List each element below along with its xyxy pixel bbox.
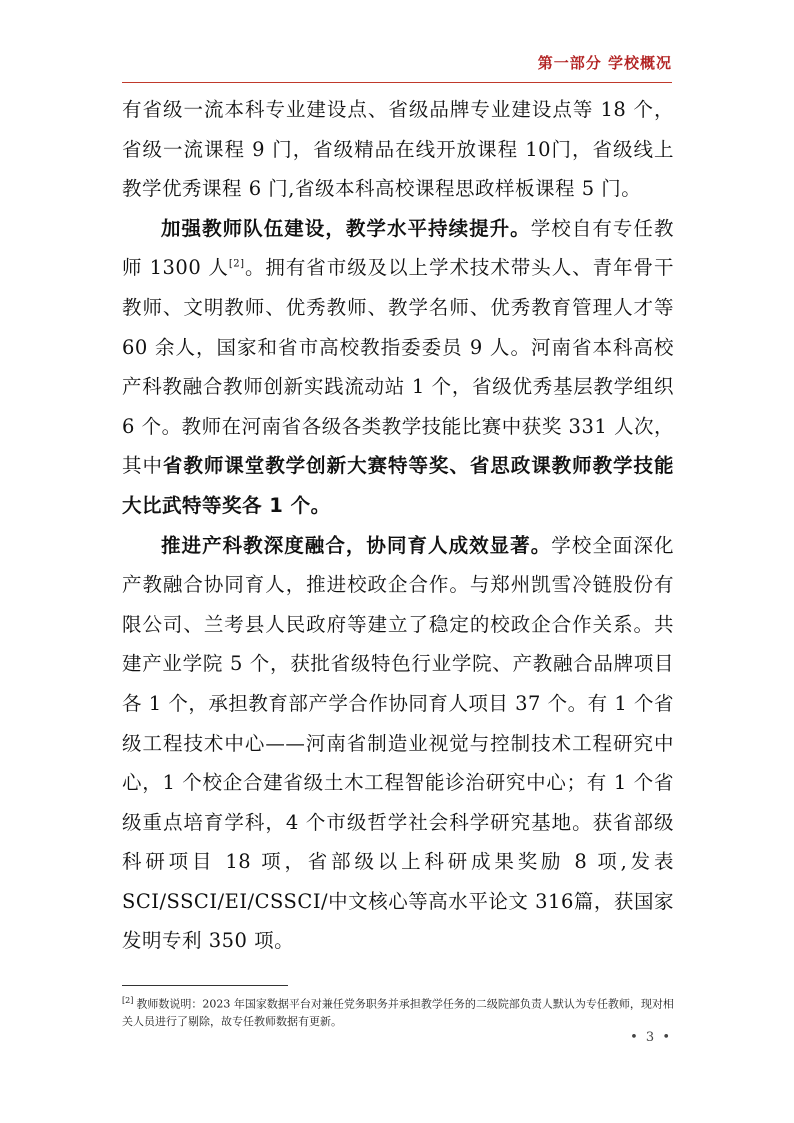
section-header: 第一部分 学校概况 xyxy=(537,54,672,72)
footnote-ref[interactable]: [2] xyxy=(228,258,245,270)
faculty-text-b: 。拥有省市级及以上学术技术带头人、青年骨干教师、文明教师、优秀教师、教学名师、优秀教育管理人才等 60 余人，国家和省市高校教指委委员 9 人。河南省本科高校产科教融合教师创新实践流动站 1 个，省级优秀基层教学组织 6 个。教师在河南省各级各类教学技能比赛中获奖 331 人次，其中 xyxy=(122,256,674,478)
footnote-text: 教师数说明：2023 年国家数据平台对兼任党务职务并承担教学任务的二级院部负责人默认为专任教师，现对相关人员进行了剔除，故专任教师数据有更新。 xyxy=(122,997,674,1028)
paragraph-faculty xyxy=(122,209,674,526)
footnote-rule xyxy=(122,985,288,986)
faculty-text-a: 学校自有专任教师 1300 人 xyxy=(122,216,674,280)
paragraph-courses: 有省级一流本科专业建设点、省级品牌专业建设点等 18 个，省级一流课程 9 门，省级精品在线开放课程 10门，省级线上教学优秀课程 6 门,省级本科高校课程思政样板课程 5 门。 xyxy=(122,98,674,201)
faculty-awards-bold: 省教师课堂教学创新大赛特等奖、省思政课教师教学技能大比武特等奖各 1 个。 xyxy=(122,454,674,517)
integration-heading: 推进产科教深度融合，协同育人成效显著。 xyxy=(161,533,552,557)
paragraph-integration xyxy=(122,526,674,962)
integration-text: 学校全面深化产教融合协同育人，推进校政企合作。与郑州凯雪冷链股份有限公司、兰考县人民政府等建立了稳定的校政企合作关系。共建产业学院 5 个，获批省级特色行业学院、产教融合品牌项目各 1 个，承担教育部产学合作协同育人项目 37 个。有 1 个省级工程技术中心——河南省制造业视觉与控制技术工程研究中心，1 个校企合建省级土木工程智能诊治研究中心；有 1 个省级重点培育学科，4 个市级哲学社会科学研究基地。获省部级科研项目 18 项，省部级以上科研成果奖励 8 项,发表 SCI/SSCI/EI/CSSCI/中文核心等高水平论文 316篇，获国家发明专利 350 项。 xyxy=(122,533,674,953)
faculty-heading: 加强教师队伍建设，教学水平持续提升。 xyxy=(161,216,531,240)
body-text xyxy=(122,90,674,961)
footnote xyxy=(122,992,674,1030)
page-number: • 3 • xyxy=(630,1030,672,1045)
header-rule xyxy=(122,82,672,83)
footnote-mark: [2] xyxy=(122,996,134,1005)
